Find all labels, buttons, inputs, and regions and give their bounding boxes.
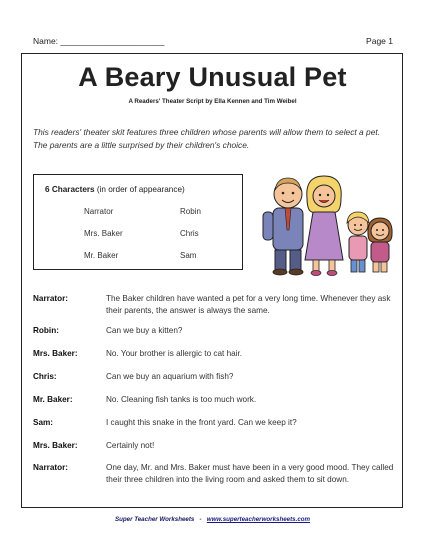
speaker-label: Narrator: — [33, 463, 69, 472]
speaker-label: Narrator: — [33, 294, 69, 303]
dialogue-text: I caught this snake in the front yard. Can we keep it? — [106, 418, 297, 427]
byline: A Readers' Theater Script by Ella Kennen and Tim Weibel — [128, 98, 297, 105]
speaker-label: Chris: — [33, 372, 57, 381]
dialogue-text: Can we buy an aquarium with fish? — [106, 372, 234, 381]
speaker-label: Mr. Baker: — [33, 395, 73, 404]
footer-brand: Super Teacher Worksheets — [114, 516, 195, 523]
cast-heading-count: 6 Characters — [45, 185, 95, 194]
dialogue-text: One day, Mr. and Mrs. Baker must have been in a very good mood. They called their three children into the living room and asked them to sit down. — [106, 463, 394, 485]
speaker-label: Robin: — [33, 326, 59, 335]
dialogue-text: No. Your brother is allergic to cat hair. — [106, 349, 243, 358]
child-figure — [347, 212, 369, 272]
family-illustration — [255, 168, 395, 278]
speaker-label: Mrs. Baker: — [33, 441, 78, 450]
cast-name: Sam — [180, 251, 197, 260]
father-figure — [263, 178, 303, 275]
cast-name: Chris — [180, 229, 199, 238]
cast-heading — [45, 185, 185, 194]
speaker-label: Sam: — [33, 418, 54, 427]
cast-name: Narrator — [84, 207, 114, 216]
footer-separator: - — [199, 516, 202, 523]
dialogue-text: Certainly not! — [106, 441, 155, 450]
child-figure — [368, 218, 392, 272]
dialogue-text: The Baker children have wanted a pet for a very long time. Whenever they ask their parents, the answer is always the same. — [106, 294, 391, 316]
intro-paragraph: This readers' theater skit features three children whose parents will allow them to select a pet. The parents are a little surprised by their children's choice. — [33, 127, 381, 150]
speaker-label: Mrs. Baker: — [33, 349, 78, 358]
name-field-label: Name: ______________________ — [33, 36, 165, 46]
dialogue-text: Can we buy a kitten? — [106, 326, 183, 335]
cast-box — [33, 174, 243, 270]
cast-heading-note: (in order of appearance) — [94, 185, 185, 194]
dialogue-text: No. Cleaning fish tanks is too much work. — [106, 395, 257, 404]
page-title: A Beary Unusual Pet — [78, 62, 347, 92]
cast-name: Robin — [180, 207, 201, 216]
mother-figure — [305, 176, 343, 276]
cast-name: Mrs. Baker — [84, 229, 123, 238]
page-number: Page 1 — [366, 36, 393, 46]
cast-name: Mr. Baker — [84, 251, 119, 260]
footer-link[interactable]: www.superteacherworksheets.com — [206, 516, 311, 523]
footer — [0, 516, 425, 523]
